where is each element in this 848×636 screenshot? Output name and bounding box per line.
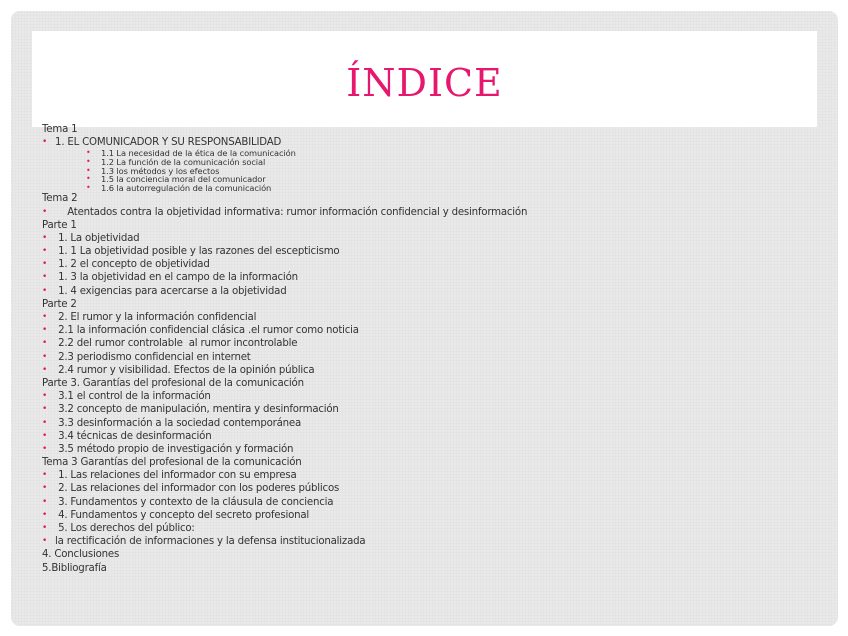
- list-item: [42, 390, 832, 403]
- item-text: 1.5 la conciencia moral del comunicador: [101, 174, 266, 185]
- index-list: [42, 123, 832, 575]
- list-item: [42, 403, 832, 416]
- list-item: [42, 443, 832, 456]
- bullet-icon: •: [42, 470, 48, 481]
- page-title: ÍNDICE: [346, 61, 503, 105]
- item-text: 4. Fundamentos y concepto del secreto profesional: [52, 509, 310, 521]
- bullet-icon: •: [42, 536, 48, 547]
- item-text: Tema 1: [42, 124, 78, 135]
- list-item: [42, 482, 832, 495]
- item-text: 1.6 la autorregulación de la comunicación: [101, 182, 272, 193]
- item-text: 1. Las relaciones del informador con su empresa: [52, 470, 297, 482]
- bullet-icon: •: [42, 351, 48, 362]
- list-item: [42, 496, 832, 509]
- title-box: [32, 31, 817, 127]
- item-text: 1.1 La necesidad de la ética de la comunicación: [101, 148, 296, 159]
- item-text: Tema 3 Garantías del profesional de la comunicación: [42, 457, 302, 469]
- item-text: 5.Bibliografía: [42, 562, 107, 574]
- item-text: 1. 2 el concepto de objetividad: [52, 259, 210, 271]
- bullet-icon: •: [42, 259, 48, 270]
- item-text: la rectificación de informaciones y la defensa institucionalizada: [52, 536, 366, 548]
- item-text: Parte 2: [42, 298, 77, 310]
- item-text: Parte 3. Garantías del profesional de la comunicación: [42, 377, 304, 389]
- item-text: 4. Conclusiones: [42, 549, 120, 561]
- item-text: 2.3 periodismo confidencial en internet: [52, 351, 251, 363]
- bullet-icon: •: [42, 364, 48, 375]
- item-text: 3.4 técnicas de desinformación: [52, 430, 212, 442]
- bullet-icon: •: [42, 483, 48, 494]
- list-item: [42, 417, 832, 430]
- bullet-icon: •: [42, 272, 48, 283]
- list-item: [42, 364, 832, 377]
- item-text: 5. Los derechos del público:: [52, 523, 195, 535]
- bullet-icon: •: [42, 246, 48, 257]
- bullet-icon: •: [42, 496, 48, 507]
- bullet-icon: •: [42, 285, 48, 296]
- list-item: [42, 184, 832, 193]
- item-text: 1. EL COMUNICADOR Y SU RESPONSABILIDAD: [52, 137, 282, 149]
- item-text: 2.4 rumor y visibilidad. Efectos de la opinión pública: [52, 364, 315, 376]
- list-item: [42, 311, 832, 324]
- section-heading: [42, 192, 832, 205]
- list-item: [42, 535, 832, 548]
- item-text: 3. Fundamentos y contexto de la cláusula de conciencia: [52, 496, 334, 508]
- bullet-icon: •: [86, 174, 91, 184]
- bullet-icon: •: [86, 148, 91, 158]
- list-item: [42, 324, 832, 337]
- item-text: 1. 1 La objetividad posible y las razones del escepticismo: [52, 246, 340, 258]
- bullet-icon: •: [42, 312, 48, 323]
- section-heading: [42, 219, 832, 232]
- item-text: 3.1 el control de la información: [52, 391, 211, 403]
- bullet-icon: •: [42, 523, 48, 534]
- item-text: 1.3 los métodos y los efectos: [101, 165, 220, 176]
- item-text: Atentados contra la objetividad informativa: rumor información confidencial y desinformación: [52, 206, 528, 218]
- item-text: 1. La objetividad: [52, 232, 140, 244]
- bullet-icon: •: [42, 391, 48, 402]
- list-item: [42, 285, 832, 298]
- list-item: [42, 337, 832, 350]
- bullet-icon: •: [86, 165, 91, 175]
- item-text: 2.2 del rumor controlable al rumor incontrolable: [52, 338, 298, 350]
- bullet-icon: •: [86, 182, 91, 192]
- bullet-icon: •: [42, 338, 48, 349]
- bullet-icon: •: [42, 232, 48, 243]
- item-text: 3.5 método propio de investigación y formación: [52, 443, 294, 455]
- item-text: 3.3 desinformación a la sociedad contemporánea: [52, 417, 302, 429]
- section-heading: [42, 377, 832, 390]
- item-text: 1. 4 exigencias para acercarse a la objetividad: [52, 285, 287, 297]
- item-text: 2.1 la información confidencial clásica .el rumor como noticia: [52, 325, 359, 337]
- bullet-icon: •: [42, 325, 48, 336]
- list-item: [42, 232, 832, 245]
- section-heading: [42, 123, 832, 136]
- section-heading: [42, 456, 832, 469]
- list-item: [42, 469, 832, 482]
- list-item: [42, 430, 832, 443]
- bullet-icon: •: [42, 509, 48, 520]
- section-heading: [42, 548, 832, 561]
- item-text: 3.2 concepto de manipulación, mentira y desinformación: [52, 404, 339, 416]
- item-text: Tema 2: [42, 193, 78, 205]
- list-item: [42, 245, 832, 258]
- item-text: 2. Las relaciones del informador con los poderes públicos: [52, 483, 340, 495]
- list-item: [42, 271, 832, 284]
- item-text: Parte 1: [42, 219, 77, 231]
- bullet-icon: •: [42, 206, 48, 217]
- bullet-icon: •: [42, 443, 48, 454]
- list-item: [42, 351, 832, 364]
- item-text: 1. 3 la objetividad en el campo de la información: [52, 272, 298, 284]
- item-text: 1.2 La función de la comunicación social: [101, 156, 266, 167]
- bullet-icon: •: [42, 417, 48, 428]
- list-item: [42, 509, 832, 522]
- bullet-icon: •: [42, 430, 48, 441]
- list-item: [42, 522, 832, 535]
- item-text: 2. El rumor y la información confidencial: [52, 312, 257, 324]
- list-item: [42, 206, 832, 219]
- section-heading: [42, 298, 832, 311]
- section-heading: [42, 562, 832, 575]
- slide: [11, 11, 838, 626]
- bullet-icon: •: [42, 404, 48, 415]
- bullet-icon: •: [42, 137, 48, 148]
- list-item: [42, 258, 832, 271]
- bullet-icon: •: [86, 156, 91, 166]
